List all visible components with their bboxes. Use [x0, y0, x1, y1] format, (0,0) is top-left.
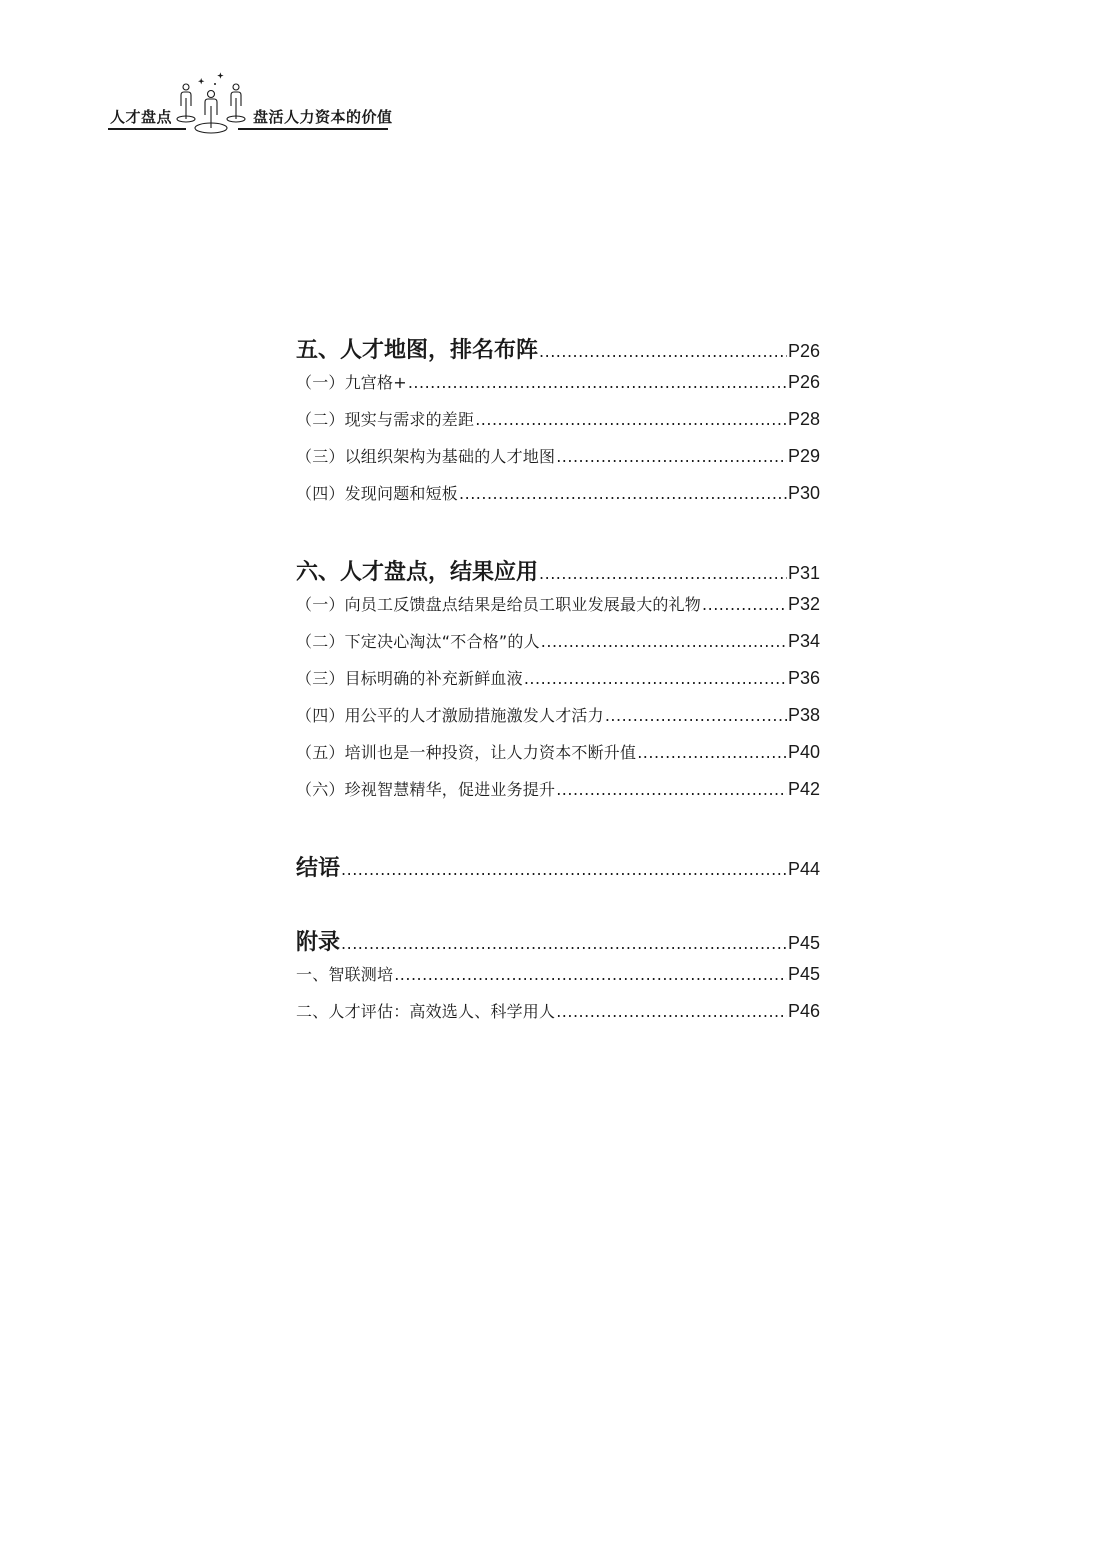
- toc-page-number: P26: [787, 372, 820, 392]
- toc-page-number: P45: [787, 964, 820, 984]
- toc-entry-title: （三）以组织架构为基础的人才地图: [296, 447, 556, 466]
- toc-page-number: P28: [787, 409, 820, 429]
- toc-leader-dots: [556, 447, 787, 466]
- section-spacer: [296, 814, 820, 851]
- header-left-title: 人才盘点: [110, 108, 173, 126]
- toc-entry[interactable]: [296, 962, 820, 999]
- toc-entry[interactable]: [296, 703, 820, 740]
- toc-leader-dots: [539, 342, 787, 361]
- toc-entry-title: （四）发现问题和短板: [296, 484, 459, 503]
- toc-entry[interactable]: [296, 592, 820, 629]
- toc-page-number: P38: [787, 705, 820, 725]
- toc-entry-title: （三）目标明确的补充新鲜血液: [296, 669, 523, 688]
- toc-entry-title: （一）九宫格+: [296, 373, 407, 392]
- toc-entry[interactable]: [296, 407, 820, 444]
- toc-entry-title: 一、智联测培: [296, 965, 394, 984]
- toc-entry-title: 二、人才评估：高效选人、科学用人: [296, 1002, 556, 1021]
- toc-heading-section6[interactable]: [296, 555, 820, 592]
- toc-entry[interactable]: [296, 666, 820, 703]
- toc-leader-dots: [539, 564, 787, 583]
- toc-page-number: P42: [787, 779, 820, 799]
- toc-leader-dots: [524, 669, 787, 688]
- toc-leader-dots: [459, 484, 787, 503]
- people-network-icon: [170, 70, 252, 140]
- toc-page-number: P40: [787, 742, 820, 762]
- toc-entry-title: （六）珍视智慧精华，促进业务提升: [296, 780, 556, 799]
- running-header: [108, 70, 393, 140]
- toc-leader-dots: [605, 706, 787, 725]
- toc-entry[interactable]: [296, 740, 820, 777]
- toc-page-number: P29: [787, 446, 820, 466]
- toc-entry[interactable]: [296, 629, 820, 666]
- toc-leader-dots: [541, 632, 787, 651]
- toc-heading-title: 附录: [296, 930, 341, 955]
- toc-leader-dots: [408, 373, 787, 392]
- toc-leader-dots: [341, 860, 787, 879]
- toc-heading-title: 五、人才地图，排名布阵: [296, 338, 539, 363]
- toc-entry[interactable]: [296, 999, 820, 1036]
- toc-entry[interactable]: [296, 444, 820, 481]
- toc-heading-title: 六、人才盘点，结果应用: [296, 560, 539, 585]
- toc-entry-title: （一）向员工反馈盘点结果是给员工职业发展最大的礼物: [296, 595, 702, 614]
- toc-leader-dots: [556, 1002, 787, 1021]
- toc-leader-dots: [702, 595, 787, 614]
- toc-page-number: P44: [787, 859, 820, 879]
- header-right-rule: [238, 128, 388, 130]
- section-spacer: [296, 518, 820, 555]
- toc-entry-title: （五）培训也是一种投资，让人力资本不断升值: [296, 743, 637, 762]
- toc-heading-section5[interactable]: [296, 333, 820, 370]
- toc-page-number: P26: [787, 341, 820, 361]
- toc-entry-title: （二）下定决心淘汰“不合格”的人: [296, 632, 540, 651]
- toc-entry-title: （二）现实与需求的差距: [296, 410, 475, 429]
- section-spacer: [296, 888, 820, 925]
- toc-entry[interactable]: [296, 370, 820, 407]
- toc-entry-title: （四）用公平的人才激励措施激发人才活力: [296, 706, 604, 725]
- table-of-contents: [296, 333, 820, 1036]
- toc-entry[interactable]: [296, 481, 820, 518]
- header-right-title: 盘活人力资本的价值: [253, 108, 393, 126]
- toc-heading-conclusion[interactable]: [296, 851, 820, 888]
- toc-leader-dots: [341, 934, 787, 953]
- toc-leader-dots: [556, 780, 787, 799]
- toc-leader-dots: [475, 410, 787, 429]
- toc-leader-dots: [637, 743, 787, 762]
- toc-page-number: P32: [787, 594, 820, 614]
- toc-page-number: P45: [787, 933, 820, 953]
- toc-page-number: P31: [787, 563, 820, 583]
- toc-page-number: P46: [787, 1001, 820, 1021]
- toc-heading-title: 结语: [296, 856, 341, 881]
- toc-page-number: P34: [787, 631, 820, 651]
- toc-heading-appendix[interactable]: [296, 925, 820, 962]
- toc-page-number: P30: [787, 483, 820, 503]
- toc-leader-dots: [394, 965, 787, 984]
- toc-entry[interactable]: [296, 777, 820, 814]
- toc-page-number: P36: [787, 668, 820, 688]
